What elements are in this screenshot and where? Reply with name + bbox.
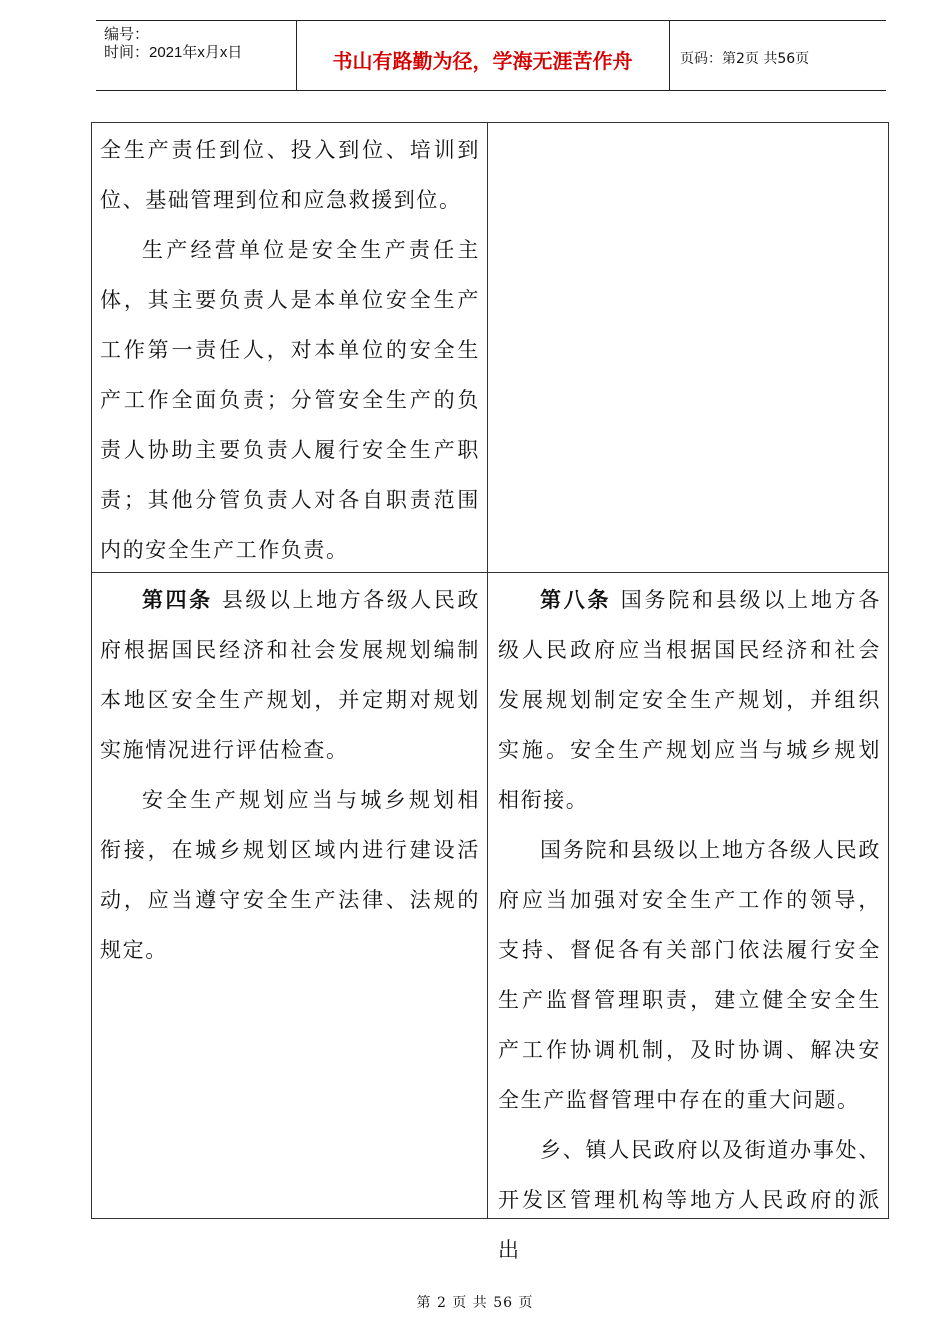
comparison-table bbox=[91, 122, 889, 1262]
article-number: 第八条 bbox=[540, 588, 612, 612]
article-number: 第四条 bbox=[142, 588, 213, 612]
header-divider bbox=[669, 20, 670, 90]
paragraph: 全生产责任到位、投入到位、培训到位、基础管理到位和应急救援到位。 bbox=[100, 138, 480, 212]
document-number-label: 编号： bbox=[104, 26, 150, 43]
column-divider bbox=[487, 122, 488, 1219]
article-text: 县级以上地方各级人民政府根据国民经济和社会发展规划编制本地区安全生产规划，并定期对规划实施情况进行评估检查。 bbox=[100, 588, 480, 762]
page-footer: 第 2 页 共 56 页 bbox=[416, 1295, 534, 1311]
header-motto: 书山有路勤为径，学海无涯苦作舟 bbox=[332, 49, 633, 73]
document-date: 时间：2021年x月x日 bbox=[104, 44, 243, 61]
paragraph: 安全生产规划应当与城乡规划相衔接，在城乡规划区域内进行建设活动，应当遵守安全生产法律、法规的规定。 bbox=[100, 788, 480, 962]
table-cell-right-bottom bbox=[498, 575, 881, 1275]
header-meta bbox=[104, 26, 242, 62]
header-top-rule bbox=[96, 20, 886, 21]
table-cell-left-top bbox=[100, 125, 480, 575]
header-page-number: 页码：第2页 共56页 bbox=[680, 51, 810, 67]
article-text: 国务院和县级以上地方各级人民政府应当根据国民经济和社会发展规划制定安全生产规划，并组织实施。安全生产规划应当与城乡规划相衔接。 bbox=[498, 588, 881, 812]
table-cell-left-bottom bbox=[100, 575, 480, 975]
paragraph: 国务院和县级以上地方各级人民政府应当加强对安全生产工作的领导，支持、督促各有关部门依法履行安全生产监督管理职责，建立健全安全生产工作协调机制，及时协调、解决安全生产监督管理中存在的重大问题。 bbox=[498, 838, 881, 1112]
paragraph: 生产经营单位是安全生产责任主体，其主要负责人是本单位安全生产工作第一责任人，对本单位的安全生产工作全面负责；分管安全生产的负责人协助主要负责人履行安全生产职责；其他分管负责人对各自职责范围内的安全生产工作负责。 bbox=[100, 238, 480, 562]
article-paragraph bbox=[100, 575, 480, 775]
article-paragraph bbox=[498, 575, 881, 825]
header-bottom-rule bbox=[96, 90, 886, 91]
paragraph: 乡、镇人民政府以及街道办事处、开发区管理机构等地方人民政府的派出 bbox=[498, 1138, 881, 1262]
